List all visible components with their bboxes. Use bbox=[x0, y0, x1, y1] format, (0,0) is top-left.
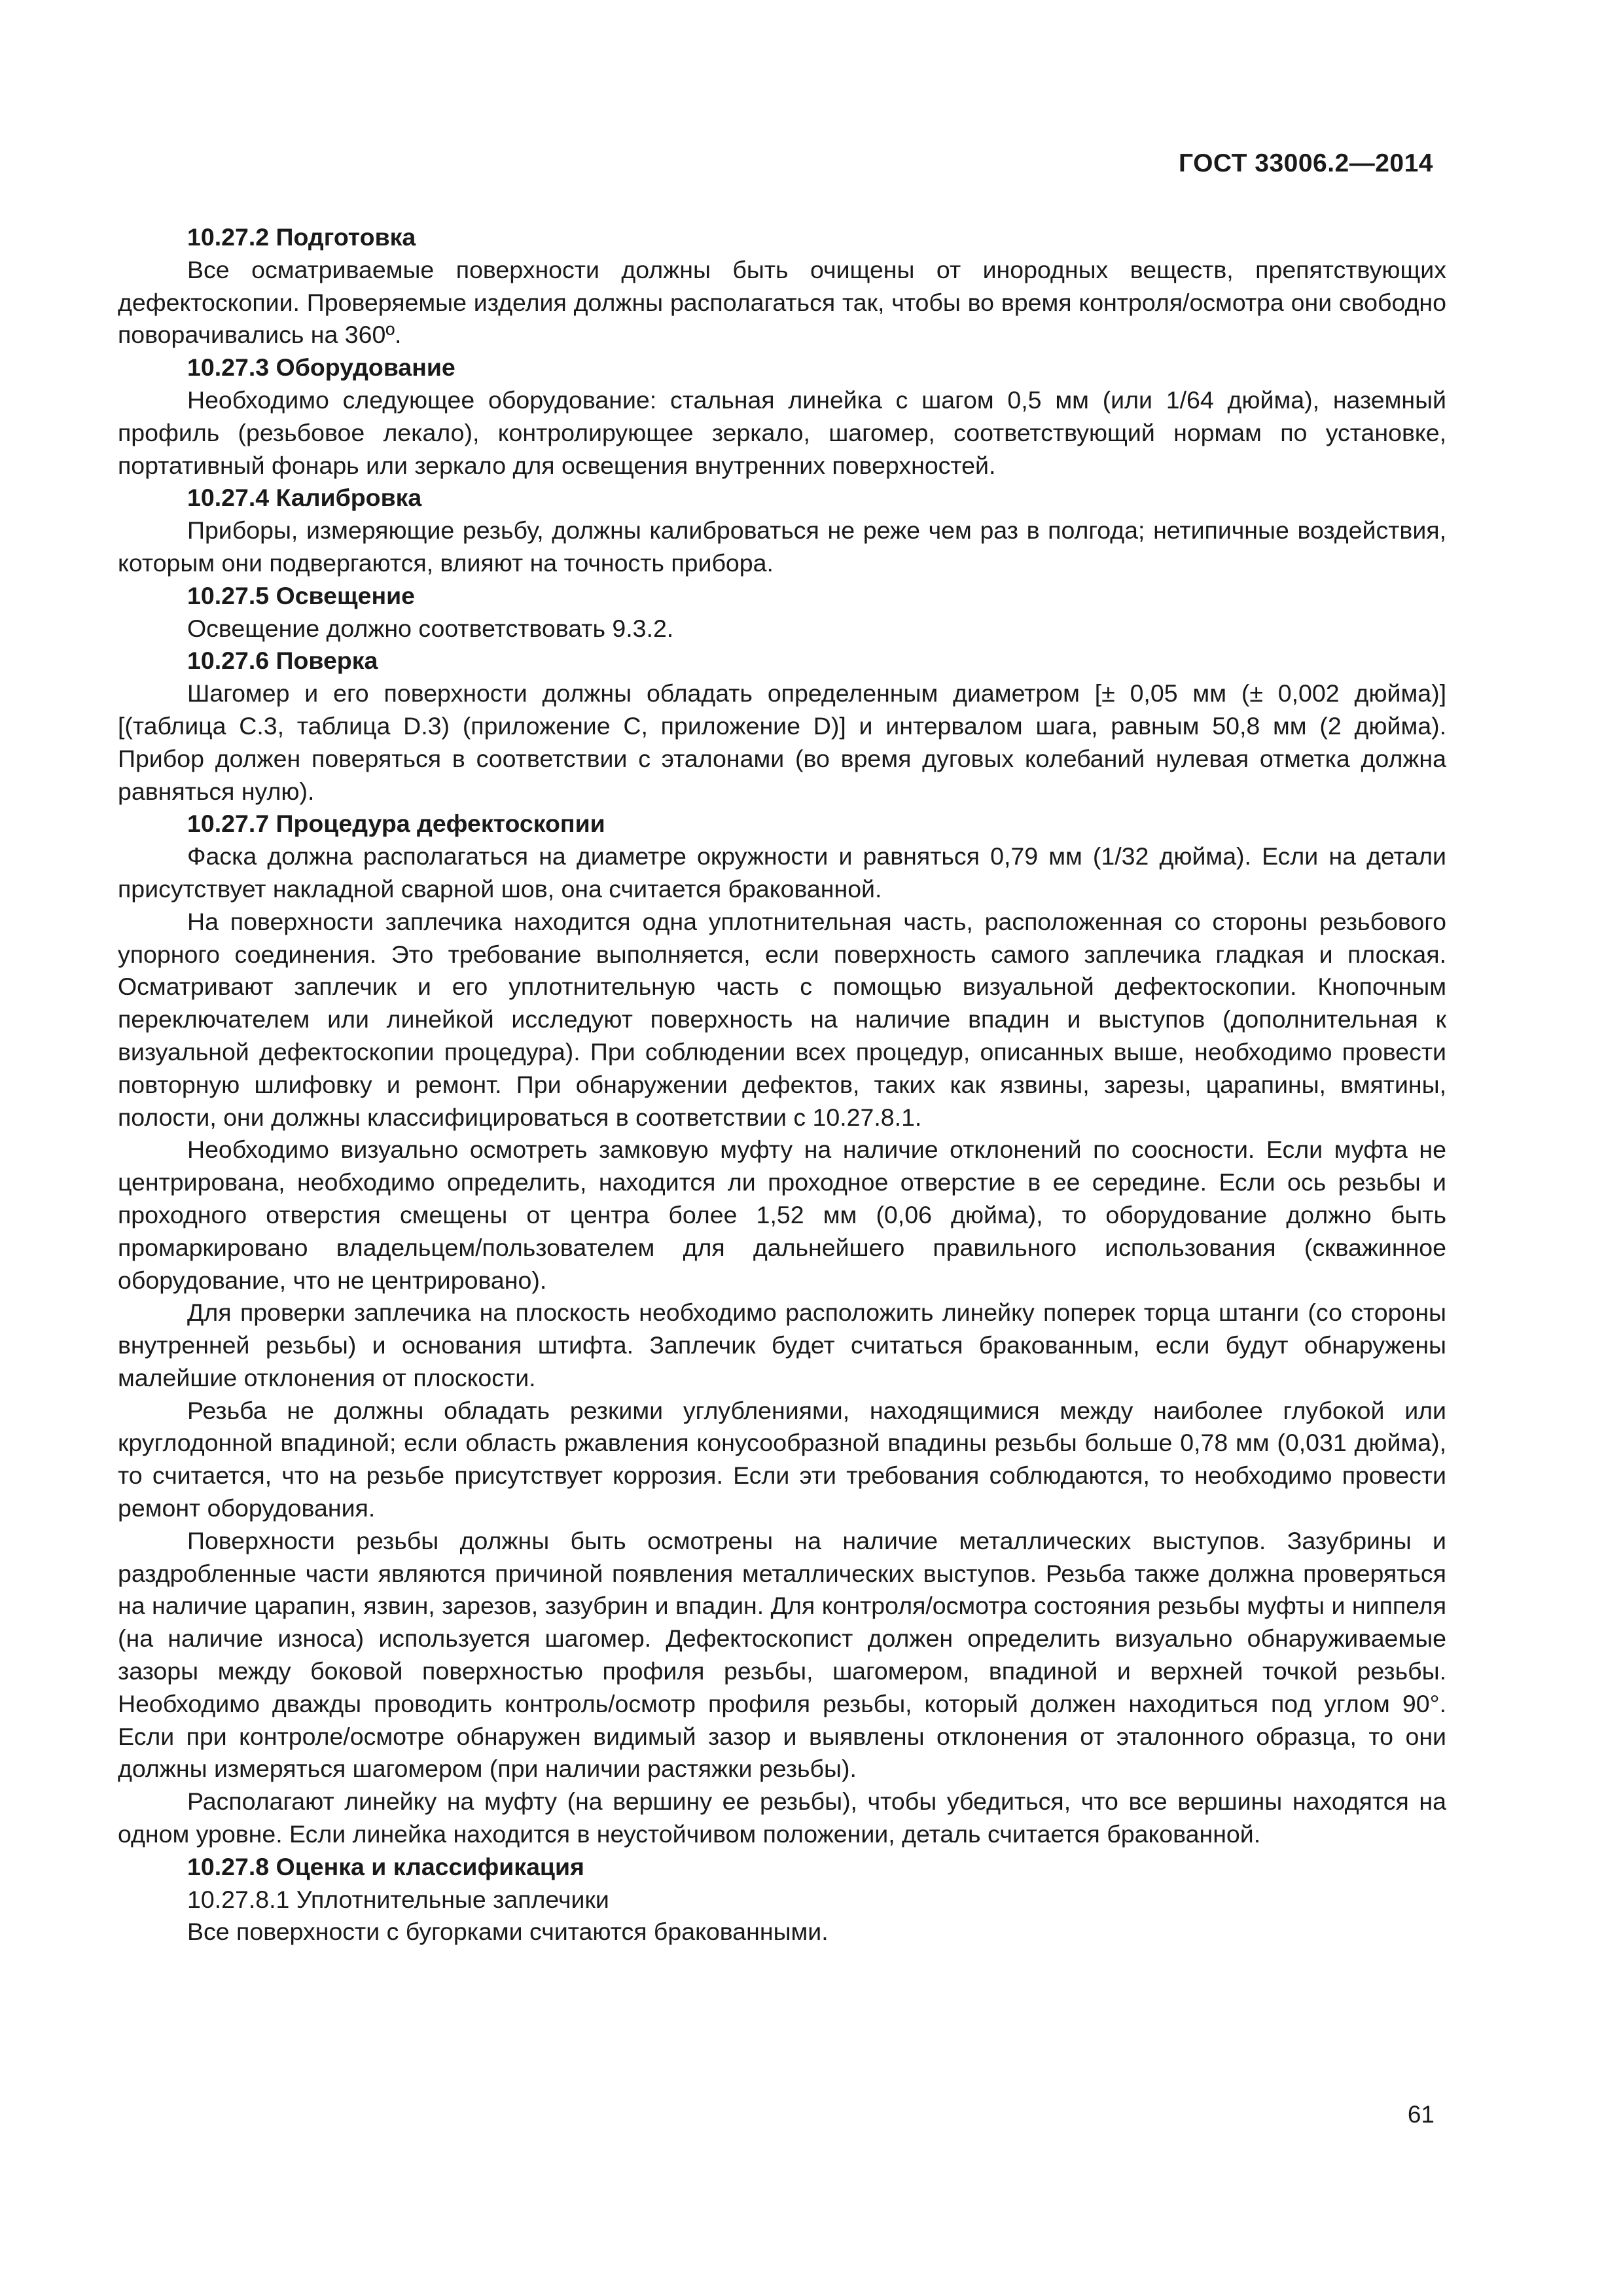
paragraph-calibration: Приборы, измеряющие резьбу, должны калиброваться не реже чем раз в полгода; нетипичные воздействия, которым они подвергаются, влияют на точность прибора. bbox=[118, 516, 1446, 577]
paragraph-classification: Все поверхности с бугорками считаются бракованными. bbox=[187, 1918, 829, 1946]
paragraph-procedure-ruler: Располагают линейку на муфту (на вершину ее резьбы), чтобы убедиться, что все вершины находятся на одном уровне. Если линейка находится в неустойчивом положении, деталь считается бракованной. bbox=[118, 1787, 1446, 1848]
document-body bbox=[118, 221, 1446, 1948]
paragraph-preparation: Все осматриваемые поверхности должны быть очищены от инородных веществ, препятствующих дефектоскопии. Проверяемые изделия должны располагаться так, чтобы во время контроля/осмотра они свободно поворачивались на 360º. bbox=[118, 255, 1446, 349]
paragraph-verification: Шагомер и его поверхности должны обладать определенным диаметром [± 0,05 мм (± 0,002 дюйма)] [(таблица С.3, таблица D.3) (приложение С, приложение D)] и интервалом шага, равным 50,8 мм (2 дюйма). Прибор должен поверяться в соответствии с эталонами (во время дуговых колебаний нулевая отметка должна равняться нулю). bbox=[118, 679, 1446, 805]
section-heading-10-27-5: 10.27.5 Освещение bbox=[187, 581, 416, 609]
paragraph-lighting: Освещение должно соответствовать 9.3.2. bbox=[187, 614, 674, 642]
subsection-heading-10-27-8-1: 10.27.8.1 Уплотнительные заплечики bbox=[187, 1885, 609, 1913]
section-heading-10-27-6: 10.27.6 Поверка bbox=[187, 647, 378, 675]
page-number: 61 bbox=[1407, 2101, 1435, 2128]
section-heading-10-27-7: 10.27.7 Процедура дефектоскопии bbox=[187, 810, 605, 838]
section-heading-10-27-4: 10.27.4 Калибровка bbox=[187, 484, 422, 512]
paragraph-procedure-thread-corrosion: Резьба не должны обладать резкими углублениями, находящимися между наиболее глубокой или круглодонной впадиной; если область ржавления конусообразной впадины резьбы больше 0,78 мм (0,031 дюйма), то считается, что на резьбе присутствует коррозия. Если эти требования соблюдаются, то необходимо провести ремонт оборудования. bbox=[118, 1396, 1446, 1522]
section-heading-10-27-2: 10.27.2 Подготовка bbox=[187, 223, 416, 251]
paragraph-procedure-flatness: Для проверки заплечика на плоскость необходимо расположить линейку поперек торца штанги (со стороны внутренней резьбы) и основания штифта. Заплечик будет считаться бракованным, если будут обнаружены малейшие отклонения от плоскости. bbox=[118, 1299, 1446, 1391]
paragraph-procedure-chamfer: Фаска должна располагаться на диаметре окружности и равняться 0,79 мм (1/32 дюйма). Если на детали присутствует накладной сварной шов, она считается бракованной. bbox=[118, 842, 1446, 903]
document-code: ГОСТ 33006.2—2014 bbox=[1178, 149, 1433, 177]
paragraph-equipment: Необходимо следующее оборудование: стальная линейка с шагом 0,5 мм (или 1/64 дюйма), наземный профиль (резьбовое лекало), контролирующее зеркало, шагомер, соответствующий нормам по установке, портативный фонарь или зеркало для освещения внутренних поверхностей. bbox=[118, 386, 1446, 479]
section-heading-10-27-3: 10.27.3 Оборудование bbox=[187, 353, 455, 382]
paragraph-procedure-shoulder: На поверхности заплечика находится одна уплотнительная часть, расположенная со стороны резьбового упорного соединения. Это требование выполняется, если поверхность самого заплечика гладкая и плоская. Осматривают заплечик и его уплотнительную часть с помощью визуальной дефектоскопии. Кнопочным переключателем или линейкой исследуют поверхность на наличие впадин и выступов (дополнительная к визуальной дефектоскопии процедура). При соблюдении всех процедур, описанных выше, необходимо провести повторную шлифовку и ремонт. При обнаружении дефектов, таких как язвины, зарезы, царапины, вмятины, полости, они должны классифицироваться в соответствии с 10.27.8.1. bbox=[118, 907, 1446, 1131]
section-heading-10-27-8: 10.27.8 Оценка и классификация bbox=[187, 1852, 584, 1880]
paragraph-procedure-alignment: Необходимо визуально осмотреть замковую муфту на наличие отклонений по соосности. Если муфта не центрирована, необходимо определить, находится ли проходное отверстие в ее середине. Если ось резьбы и проходного отверстия смещены от центра более 1,52 мм (0,06 дюйма), то оборудование должно быть промаркировано владельцем/пользователем для дальнейшего правильного использования (скважинное оборудование, что не центрировано). bbox=[118, 1136, 1446, 1294]
paragraph-procedure-thread-surface: Поверхности резьбы должны быть осмотрены на наличие металлических выступов. Зазубрины и раздробленные части являются причиной появления металлических выступов. Резьба также должна проверяться на наличие царапин, язвин, зарезов, зазубрин и впадин. Для контроля/осмотра состояния резьбы муфты и ниппеля (на наличие износа) используется шагомер. Дефектоскопист должен определить визуально обнаруживаемые зазоры между боковой поверхностью профиля резьбы, шагомером, впадиной и верхней точкой резьбы. Необходимо дважды проводить контроль/осмотр профиля резьбы, который должен находиться под углом 90°. Если при контроле/осмотре обнаружен видимый зазор и выявлены отклонения от эталонного образца, то они должны измеряться шагомером (при наличии растяжки резьбы). bbox=[118, 1526, 1446, 1783]
